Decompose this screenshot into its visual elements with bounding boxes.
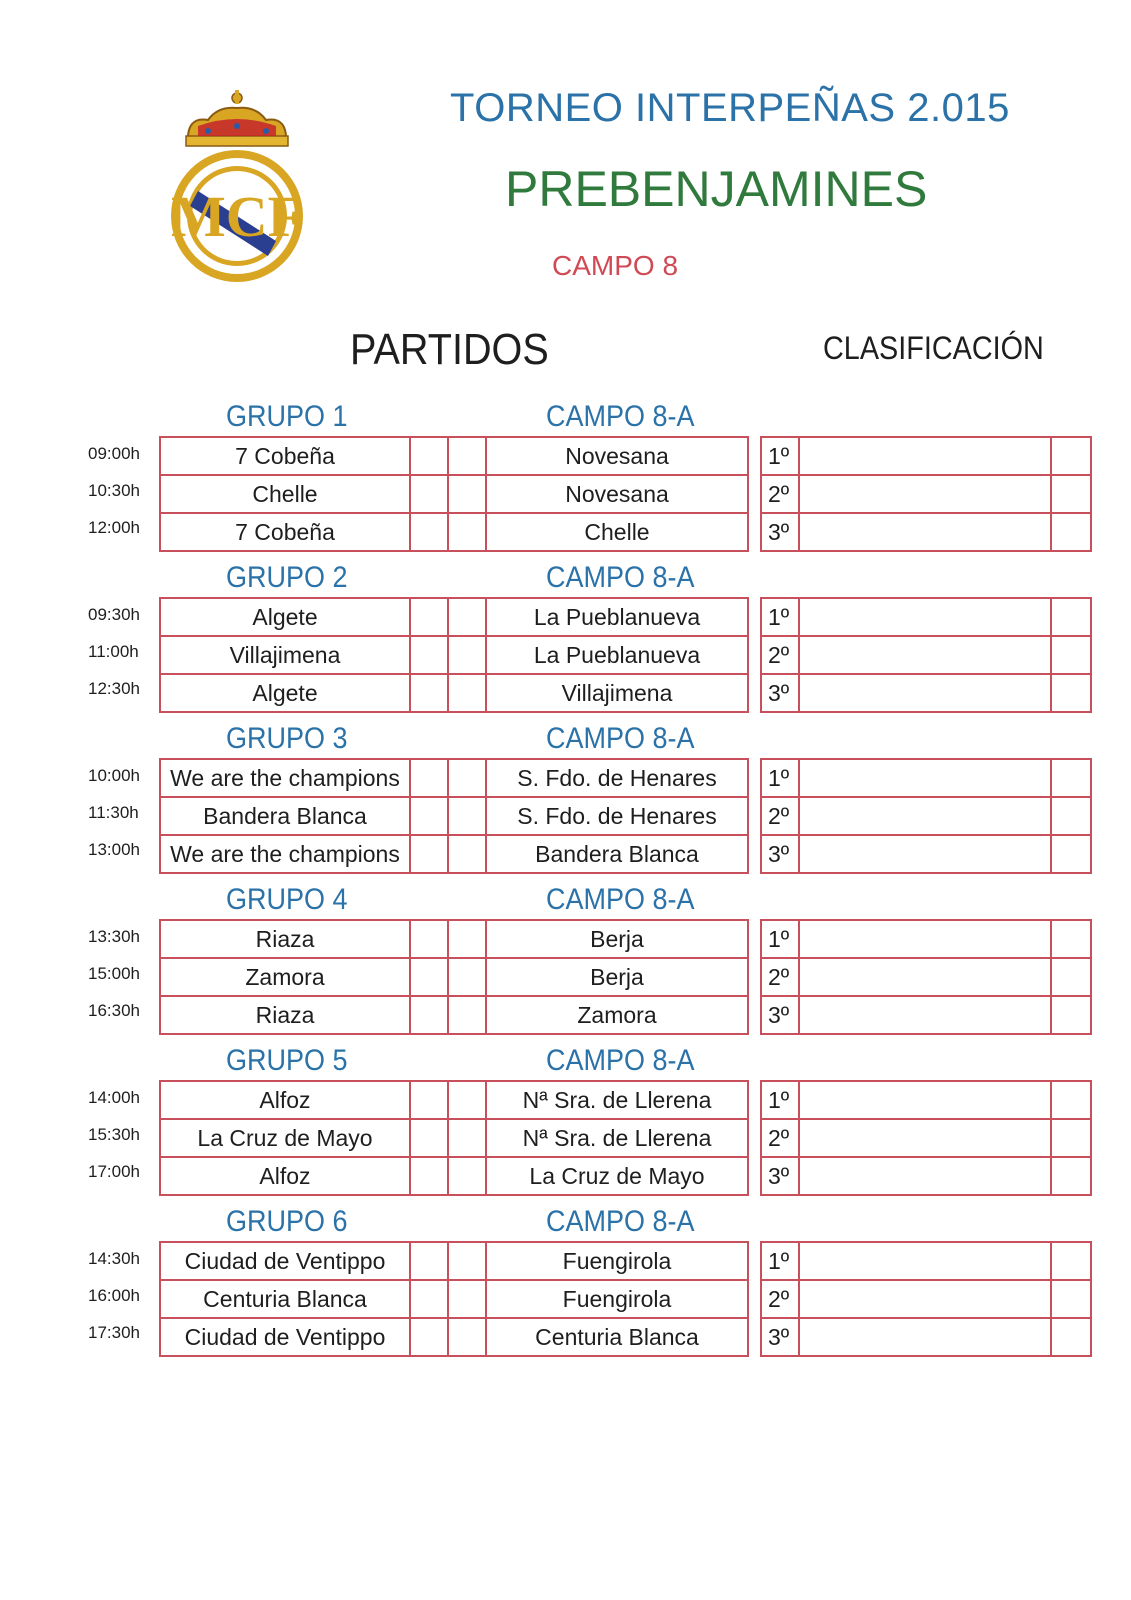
team-entry-cell[interactable] (799, 920, 1051, 958)
home-team: 7 Cobeña (160, 437, 410, 475)
team-entry-cell[interactable] (799, 996, 1051, 1034)
position-label: 2º (761, 797, 799, 835)
group-title: GRUPO 4 (226, 883, 348, 916)
table-row (160, 1157, 748, 1195)
table-row (761, 797, 1091, 835)
table-row (160, 1242, 748, 1280)
team-entry-cell[interactable] (799, 1318, 1051, 1356)
home-score-cell[interactable] (410, 636, 448, 674)
team-entry-cell[interactable] (799, 636, 1051, 674)
position-label: 1º (761, 759, 799, 797)
position-label: 2º (761, 1280, 799, 1318)
table-row (160, 437, 748, 475)
group-block (0, 722, 1131, 872)
away-score-cell[interactable] (448, 598, 486, 636)
position-label: 2º (761, 958, 799, 996)
team-entry-cell[interactable] (799, 674, 1051, 712)
match-time: 12:00h (88, 518, 140, 537)
home-score-cell[interactable] (410, 958, 448, 996)
tournament-title: TORNEO INTERPEÑAS 2.015 (450, 86, 1010, 130)
home-team: Villajimena (160, 636, 410, 674)
points-cell[interactable] (1051, 1242, 1091, 1280)
away-team: Centuria Blanca (486, 1318, 748, 1356)
table-row (160, 1280, 748, 1318)
home-score-cell[interactable] (410, 598, 448, 636)
points-cell[interactable] (1051, 920, 1091, 958)
table-row (761, 835, 1091, 873)
away-score-cell[interactable] (448, 674, 486, 712)
points-cell[interactable] (1051, 598, 1091, 636)
team-entry-cell[interactable] (799, 1081, 1051, 1119)
table-row (160, 598, 748, 636)
table-row (160, 513, 748, 551)
table-row (761, 1157, 1091, 1195)
position-label: 3º (761, 1157, 799, 1195)
table-row (761, 513, 1091, 551)
away-score-cell[interactable] (448, 1280, 486, 1318)
team-entry-cell[interactable] (799, 1280, 1051, 1318)
group-block (0, 1205, 1131, 1355)
home-score-cell[interactable] (410, 1157, 448, 1195)
position-label: 1º (761, 437, 799, 475)
matches-table (159, 758, 749, 874)
table-row (160, 674, 748, 712)
group-field: CAMPO 8-A (546, 561, 695, 594)
group-title: GRUPO 5 (226, 1044, 348, 1077)
table-row (160, 759, 748, 797)
home-team: Alfoz (160, 1081, 410, 1119)
points-cell[interactable] (1051, 797, 1091, 835)
group-block (0, 561, 1131, 711)
table-row (761, 1242, 1091, 1280)
table-row (761, 1119, 1091, 1157)
group-field: CAMPO 8-A (546, 1205, 695, 1238)
points-cell[interactable] (1051, 674, 1091, 712)
away-team: Villajimena (486, 674, 748, 712)
group-block (0, 400, 1131, 550)
match-time: 09:00h (88, 444, 140, 463)
away-score-cell[interactable] (448, 920, 486, 958)
table-row (761, 598, 1091, 636)
away-team: La Pueblanueva (486, 636, 748, 674)
points-cell[interactable] (1051, 1081, 1091, 1119)
team-entry-cell[interactable] (799, 1119, 1051, 1157)
home-team: Ciudad de Ventippo (160, 1318, 410, 1356)
team-entry-cell[interactable] (799, 475, 1051, 513)
group-field: CAMPO 8-A (546, 883, 695, 916)
home-team: Chelle (160, 475, 410, 513)
table-row (761, 1081, 1091, 1119)
home-score-cell[interactable] (410, 1280, 448, 1318)
away-team: Bandera Blanca (486, 835, 748, 873)
match-times (88, 597, 156, 708)
away-score-cell[interactable] (448, 513, 486, 551)
away-team: Nª Sra. de Llerena (486, 1081, 748, 1119)
table-row (160, 920, 748, 958)
field-label: CAMPO 8 (552, 250, 679, 281)
home-team: Alfoz (160, 1157, 410, 1195)
standings-table (760, 758, 1092, 874)
points-cell[interactable] (1051, 1318, 1091, 1356)
matches-table (159, 919, 749, 1035)
table-row (761, 475, 1091, 513)
away-team: Fuengirola (486, 1242, 748, 1280)
match-time: 14:00h (88, 1088, 140, 1107)
team-entry-cell[interactable] (799, 598, 1051, 636)
away-team: Fuengirola (486, 1280, 748, 1318)
home-score-cell[interactable] (410, 674, 448, 712)
points-cell[interactable] (1051, 759, 1091, 797)
away-score-cell[interactable] (448, 1119, 486, 1157)
table-row (761, 636, 1091, 674)
points-cell[interactable] (1051, 996, 1091, 1034)
home-score-cell[interactable] (410, 996, 448, 1034)
away-score-cell[interactable] (448, 437, 486, 475)
table-row (160, 835, 748, 873)
home-score-cell[interactable] (410, 1081, 448, 1119)
away-team: S. Fdo. de Henares (486, 797, 748, 835)
team-entry-cell[interactable] (799, 1242, 1051, 1280)
match-time: 14:30h (88, 1249, 140, 1268)
standings-table (760, 597, 1092, 713)
home-score-cell[interactable] (410, 475, 448, 513)
position-label: 3º (761, 674, 799, 712)
away-score-cell[interactable] (448, 1318, 486, 1356)
match-times (88, 919, 156, 1030)
away-score-cell[interactable] (448, 1242, 486, 1280)
points-cell[interactable] (1051, 1119, 1091, 1157)
away-score-cell[interactable] (448, 958, 486, 996)
home-team: We are the champions (160, 835, 410, 873)
match-time: 16:30h (88, 1001, 140, 1020)
home-score-cell[interactable] (410, 759, 448, 797)
match-time: 10:00h (88, 766, 140, 785)
points-cell[interactable] (1051, 835, 1091, 873)
group-block (0, 883, 1131, 1033)
match-time: 15:30h (88, 1125, 140, 1144)
team-entry-cell[interactable] (799, 513, 1051, 551)
away-team: S. Fdo. de Henares (486, 759, 748, 797)
away-team: Berja (486, 958, 748, 996)
matches-table (159, 597, 749, 713)
standings-table (760, 1241, 1092, 1357)
matches-table (159, 1241, 749, 1357)
table-row (761, 437, 1091, 475)
away-team: La Pueblanueva (486, 598, 748, 636)
match-time: 15:00h (88, 964, 140, 983)
home-score-cell[interactable] (410, 513, 448, 551)
position-label: 1º (761, 598, 799, 636)
match-times (88, 1241, 156, 1352)
team-entry-cell[interactable] (799, 1157, 1051, 1195)
away-score-cell[interactable] (448, 1157, 486, 1195)
points-cell[interactable] (1051, 437, 1091, 475)
points-cell[interactable] (1051, 958, 1091, 996)
home-team: Riaza (160, 996, 410, 1034)
match-time: 17:00h (88, 1162, 140, 1181)
table-row (160, 1318, 748, 1356)
position-label: 1º (761, 1242, 799, 1280)
position-label: 3º (761, 1318, 799, 1356)
table-row (160, 1081, 748, 1119)
away-score-cell[interactable] (448, 759, 486, 797)
home-team: Algete (160, 674, 410, 712)
away-team: Zamora (486, 996, 748, 1034)
group-field: CAMPO 8-A (546, 400, 695, 433)
group-title: GRUPO 1 (226, 400, 348, 433)
team-entry-cell[interactable] (799, 797, 1051, 835)
club-crest-logo (158, 86, 316, 286)
standings-heading: CLASIFICACIÓN (823, 330, 1044, 366)
group-field: CAMPO 8-A (546, 1044, 695, 1077)
table-row (761, 996, 1091, 1034)
table-row (761, 759, 1091, 797)
points-cell[interactable] (1051, 1280, 1091, 1318)
position-label: 2º (761, 636, 799, 674)
standings-table (760, 1080, 1092, 1196)
home-team: 7 Cobeña (160, 513, 410, 551)
table-row (761, 958, 1091, 996)
crown-icon (186, 90, 288, 146)
position-label: 3º (761, 996, 799, 1034)
group-title: GRUPO 2 (226, 561, 348, 594)
table-row (160, 996, 748, 1034)
away-team: Chelle (486, 513, 748, 551)
home-team: Ciudad de Ventippo (160, 1242, 410, 1280)
table-row (761, 1318, 1091, 1356)
standings-table (760, 436, 1092, 552)
group-title: GRUPO 3 (226, 722, 348, 755)
position-label: 1º (761, 1081, 799, 1119)
team-entry-cell[interactable] (799, 759, 1051, 797)
home-team: Bandera Blanca (160, 797, 410, 835)
position-label: 3º (761, 835, 799, 873)
points-cell[interactable] (1051, 1157, 1091, 1195)
team-entry-cell[interactable] (799, 958, 1051, 996)
team-entry-cell[interactable] (799, 437, 1051, 475)
standings-table (760, 919, 1092, 1035)
away-team: La Cruz de Mayo (486, 1157, 748, 1195)
home-score-cell[interactable] (410, 835, 448, 873)
match-times (88, 436, 156, 547)
away-score-cell[interactable] (448, 996, 486, 1034)
points-cell[interactable] (1051, 636, 1091, 674)
home-score-cell[interactable] (410, 1119, 448, 1157)
match-time: 16:00h (88, 1286, 140, 1305)
crest-letters: MCF (170, 184, 304, 249)
match-time: 11:30h (88, 803, 139, 822)
home-team: La Cruz de Mayo (160, 1119, 410, 1157)
away-score-cell[interactable] (448, 636, 486, 674)
match-time: 09:30h (88, 605, 140, 624)
home-team: Centuria Blanca (160, 1280, 410, 1318)
home-score-cell[interactable] (410, 797, 448, 835)
team-entry-cell[interactable] (799, 835, 1051, 873)
match-time: 17:30h (88, 1323, 140, 1342)
home-team: Riaza (160, 920, 410, 958)
position-label: 2º (761, 1119, 799, 1157)
table-row (761, 674, 1091, 712)
match-time: 13:30h (88, 927, 140, 946)
table-row (160, 475, 748, 513)
match-time: 10:30h (88, 481, 140, 500)
away-score-cell[interactable] (448, 835, 486, 873)
match-times (88, 758, 156, 869)
table-row (761, 920, 1091, 958)
away-team: Novesana (486, 437, 748, 475)
position-label: 1º (761, 920, 799, 958)
matches-table (159, 1080, 749, 1196)
away-team: Novesana (486, 475, 748, 513)
home-team: Algete (160, 598, 410, 636)
away-team: Nª Sra. de Llerena (486, 1119, 748, 1157)
home-score-cell[interactable] (410, 1318, 448, 1356)
group-block (0, 1044, 1131, 1194)
table-row (160, 1119, 748, 1157)
away-score-cell[interactable] (448, 1081, 486, 1119)
away-score-cell[interactable] (448, 475, 486, 513)
category-title: PREBENJAMINES (505, 161, 928, 217)
match-time: 13:00h (88, 840, 140, 859)
match-time: 12:30h (88, 679, 140, 698)
position-label: 2º (761, 475, 799, 513)
match-times (88, 1080, 156, 1191)
table-row (160, 797, 748, 835)
group-field: CAMPO 8-A (546, 722, 695, 755)
home-score-cell[interactable] (410, 437, 448, 475)
points-cell[interactable] (1051, 475, 1091, 513)
table-row (160, 636, 748, 674)
table-row (160, 958, 748, 996)
away-score-cell[interactable] (448, 797, 486, 835)
away-team: Berja (486, 920, 748, 958)
home-team: We are the champions (160, 759, 410, 797)
points-cell[interactable] (1051, 513, 1091, 551)
match-time: 11:00h (88, 642, 139, 661)
home-score-cell[interactable] (410, 1242, 448, 1280)
table-row (761, 1280, 1091, 1318)
group-title: GRUPO 6 (226, 1205, 348, 1238)
matches-heading: PARTIDOS (350, 325, 549, 374)
matches-table (159, 436, 749, 552)
home-team: Zamora (160, 958, 410, 996)
home-score-cell[interactable] (410, 920, 448, 958)
position-label: 3º (761, 513, 799, 551)
